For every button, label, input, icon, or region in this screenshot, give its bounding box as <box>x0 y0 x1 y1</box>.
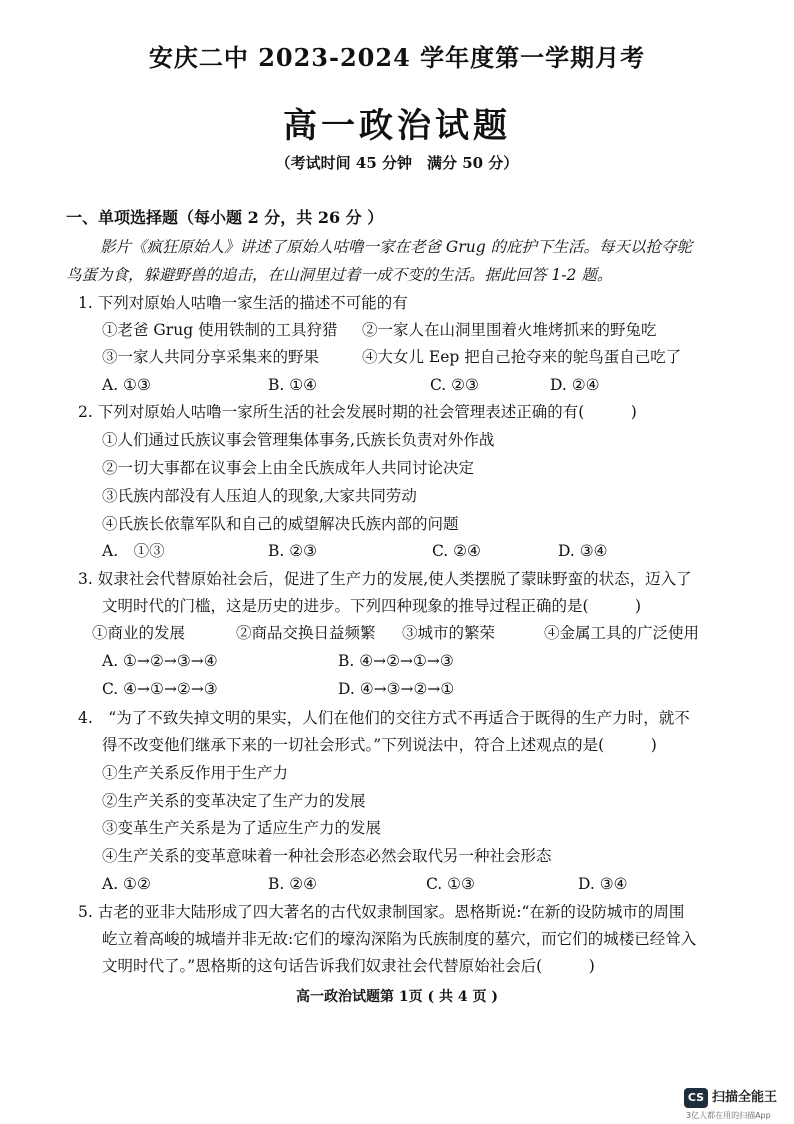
q1-stem: 1. 下列对原始人咕噜一家生活的描述不可能的有 <box>78 294 408 312</box>
q2-item-4: ④氏族长依靠军队和自己的威望解决氏族内部的问题 <box>102 515 459 533</box>
q3-option-a: A. ①→②→③→④ <box>102 652 218 670</box>
q4-stem-line1: 4. “为了不致失掉文明的果实，人们在他们的交往方式不再适合于既得的生产力时，就不 <box>78 709 690 727</box>
q2-option-c: C. ②④ <box>432 542 481 560</box>
q3-item-1: ①商业的发展 <box>92 624 186 642</box>
q1-item-2: ②一家人在山洞里围着火堆烤抓来的野兔吃 <box>362 321 657 339</box>
q2-option-a: A. ①③ <box>102 542 165 560</box>
section-heading: 一、单项选择题（每小题 2 分，共 26 分 ） <box>66 208 384 227</box>
q4-option-d: D. ③④ <box>578 875 628 893</box>
q2-item-1: ①人们通过氏族议事会管理集体事务,氏族长负责对外作战 <box>102 431 495 449</box>
intro-paragraph-line1: 影片《疯狂原始人》讲述了原始人咕噜一家在老爸 Grug 的庇护下生活。每天以抢夺鸵 <box>100 238 693 256</box>
q5-stem-line2: 屹立着高峻的城墙并非无故:它们的壕沟深陷为氏族制度的墓穴，而它们的城楼已经耸入 <box>102 930 697 948</box>
q5-stem-line3: 文明时代了。”恩格斯的这句话告诉我们奴隶社会代替原始社会后( ) <box>102 957 595 975</box>
q2-item-2: ②一切大事都在议事会上由全氏族成年人共同讨论决定 <box>102 459 475 477</box>
q3-item-3: ③城市的繁荣 <box>402 624 496 642</box>
q3-option-b: B. ④→②→①→③ <box>338 652 454 670</box>
watermark-app-name: 扫描全能王 <box>712 1090 778 1105</box>
q1-option-c: C. ②③ <box>430 376 479 394</box>
q1-item-3: ③一家人共同分享采集来的野果 <box>102 348 320 366</box>
q3-item-4: ④金属工具的广泛使用 <box>544 624 700 642</box>
q1-item-1: ①老爸 Grug 使用铁制的工具狩猎 <box>102 321 338 339</box>
q3-item-2: ②商品交换日益频繁 <box>236 624 376 642</box>
q5-stem-line1: 5. 古老的亚非大陆形成了四大著名的古代奴隶制国家。恩格斯说:“在新的设防城市的周围 <box>78 903 685 921</box>
q3-option-d: D. ④→③→②→① <box>338 680 455 698</box>
exam-time-score: （考试时间 45 分钟 满分 50 分） <box>275 154 519 172</box>
q4-item-1: ①生产关系反作用于生产力 <box>102 764 289 782</box>
q1-option-a: A. ①③ <box>102 376 151 394</box>
q2-option-b: B. ②③ <box>268 542 318 560</box>
q1-option-b: B. ①④ <box>268 376 318 394</box>
q4-item-2: ②生产关系的变革决定了生产力的发展 <box>102 792 366 810</box>
watermark-tagline: 3亿人都在用的扫描App <box>686 1111 771 1120</box>
q3-option-c: C. ④→①→②→③ <box>102 680 218 698</box>
q2-item-3: ③氏族内部没有人压迫人的现象,大家共同劳动 <box>102 487 417 505</box>
school-exam-title: 安庆二中 2023-2024 学年度第一学期月考 <box>148 43 646 72</box>
q4-option-c: C. ①③ <box>426 875 475 893</box>
q3-stem-line2: 文明时代的门槛，这是历史的进步。下列四种现象的推导过程正确的是( ) <box>102 597 642 615</box>
q1-item-4: ④大女儿 Eep 把自己抢夺来的鸵鸟蛋自己吃了 <box>362 348 682 366</box>
camscanner-logo-icon: CS <box>684 1088 708 1108</box>
q4-stem-line2: 得不改变他们继承下来的一切社会形式。”下列说法中，符合上述观点的是( ) <box>102 736 657 754</box>
q4-item-4: ④生产关系的变革意味着一种社会形态必然会取代另一种社会形态 <box>102 847 552 865</box>
q4-item-3: ③变革生产关系是为了适应生产力的发展 <box>102 819 382 837</box>
q4-option-a: A. ①② <box>102 875 151 893</box>
page-footer: 高一政治试题第 1页 ( 共 4 页 ) <box>296 989 498 1005</box>
q3-stem-line1: 3. 奴隶社会代替原始社会后，促进了生产力的发展,使人类摆脱了蒙昧野蛮的状态，迈入了 <box>78 570 692 588</box>
scanner-watermark <box>682 1086 794 1122</box>
exam-subject-title: 高一政治试题 <box>283 106 511 146</box>
q2-option-d: D. ③④ <box>558 542 608 560</box>
q4-option-b: B. ②④ <box>268 875 318 893</box>
intro-paragraph-line2: 鸟蛋为食，躲避野兽的追击，在山洞里过着一成不变的生活。据此回答 1-2 题。 <box>66 266 613 284</box>
q2-stem: 2. 下列对原始人咕噜一家所生活的社会发展时期的社会管理表述正确的有( ) <box>78 403 637 421</box>
q1-option-d: D. ②④ <box>550 376 600 394</box>
